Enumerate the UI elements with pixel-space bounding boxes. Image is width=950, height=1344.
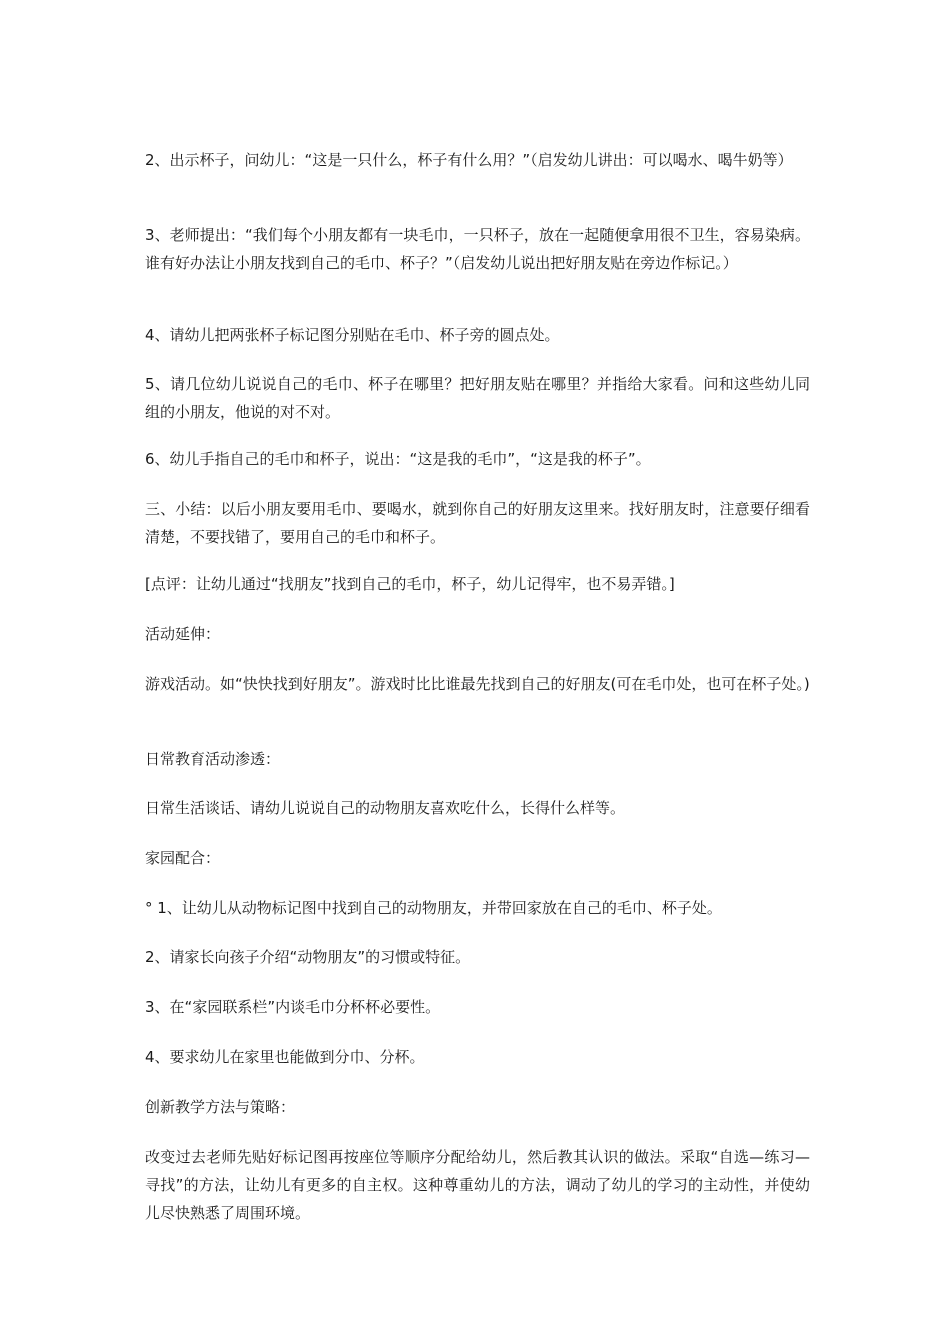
- paragraph-game-activity: 游戏活动。如“快快找到好朋友”。游戏时比比谁最先找到自己的好朋友(可在毛巾处，也可在杯子处。): [145, 675, 810, 693]
- paragraph-step-3: 3、老师提出：“我们每个小朋友都有一块毛巾，一只杯子，放在一起随便拿用很不卫生，容易染病。谁有好办法让小朋友找到自己的毛巾、杯子？”（启发幼儿说出把好朋友贴在旁边作标记。）: [145, 226, 810, 272]
- paragraph-strategy: 改变过去老师先贴好标记图再按座位等顺序分配给幼儿，然后教其认识的做法。采取“自选—练习—寻找”的方法，让幼儿有更多的自主权。这种尊重幼儿的方法，调动了幼儿的学习的主动性，并使幼儿尽快熟悉了周围环境。: [145, 1148, 810, 1222]
- paragraph-step-2: 2、出示杯子，问幼儿：“这是一只什么，杯子有什么用？”（启发幼儿讲出：可以喝水、喝牛奶等）: [145, 151, 793, 169]
- paragraph-home-4: 4、要求幼儿在家里也能做到分巾、分杯。: [145, 1048, 425, 1066]
- heading-home-cooperation: 家园配合：: [145, 849, 221, 867]
- paragraph-step-6: 6、幼儿手指自己的毛巾和杯子，说出：“这是我的毛巾”，“这是我的杯子”。: [145, 450, 651, 468]
- paragraph-comment: [点评：让幼儿通过“找朋友”找到自己的毛巾，杯子，幼儿记得牢，也不易弄错。]: [145, 575, 675, 593]
- paragraph-home-3: 3、在“家园联系栏”内谈毛巾分杯杯必要性。: [145, 998, 441, 1016]
- paragraph-home-2: 2、请家长向孩子介绍“动物朋友”的习惯或特征。: [145, 948, 471, 966]
- heading-daily-education: 日常教育活动渗透：: [145, 750, 281, 768]
- heading-teaching-strategy: 创新教学方法与策略：: [145, 1098, 296, 1116]
- paragraph-step-5: 5、请几位幼儿说说自己的毛巾、杯子在哪里？把好朋友贴在哪里？并指给大家看。问和这些幼儿同组的小朋友，他说的对不对。: [145, 375, 810, 421]
- paragraph-step-4: 4、请幼儿把两张杯子标记图分别贴在毛巾、杯子旁的圆点处。: [145, 326, 560, 344]
- heading-activity-extension: 活动延伸：: [145, 625, 221, 643]
- paragraph-daily-life: 日常生活谈话、请幼儿说说自己的动物朋友喜欢吃什么，长得什么样等。: [145, 799, 626, 817]
- paragraph-summary: 三、小结：以后小朋友要用毛巾、要喝水，就到你自己的好朋友这里来。找好朋友时，注意要仔细看清楚，不要找错了，要用自己的毛巾和杯子。: [145, 500, 810, 546]
- paragraph-home-1: ° 1、让幼儿从动物标记图中找到自己的动物朋友，并带回家放在自己的毛巾、杯子处。: [145, 899, 722, 917]
